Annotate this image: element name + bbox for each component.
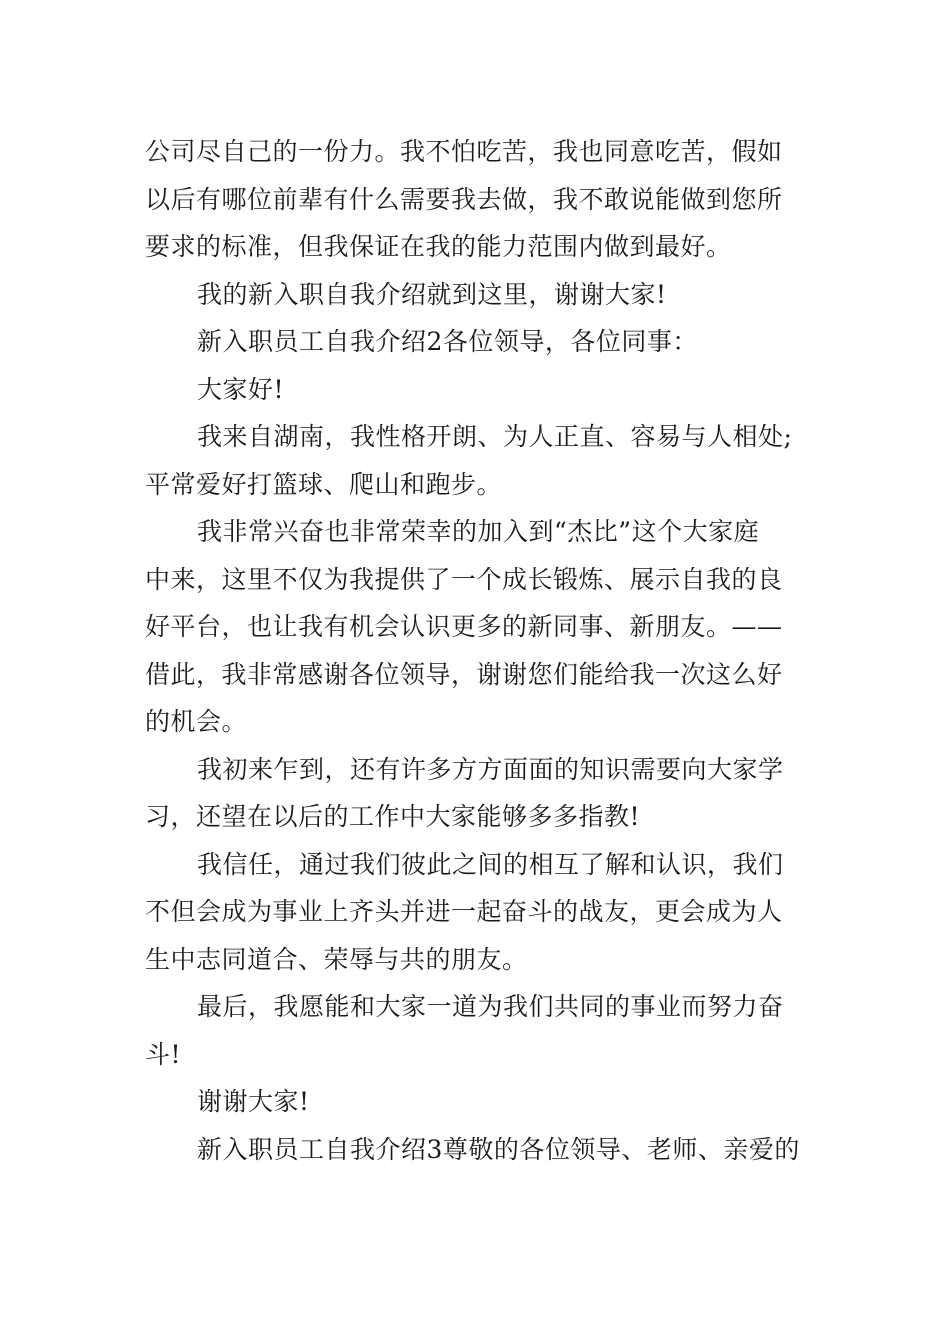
text-line: 生中志同道合、荣辱与共的朋友。 [145, 944, 528, 974]
section-heading-line: 新入职员工自我介绍2各位领导，各位同事： [197, 327, 698, 356]
text-line: 我信任，通过我们彼此之间的相互了解和认识，我们 [197, 849, 784, 879]
text-line: 平常爱好打篮球、爬山和跑步。 [145, 469, 503, 499]
text-line: 的机会。 [145, 707, 248, 736]
text-line: 借此，我非常感谢各位领导，谢谢您们能给我一次这么好 [145, 659, 783, 689]
text-line: 公司尽自己的一份力。我不怕吃苦，我也同意吃苦，假如 [145, 137, 783, 166]
text-line: 以后有哪位前辈有什么需要我去做，我不敢说能做到您所 [145, 184, 783, 214]
section-heading-line: 新入职员工自我介绍3尊敬的各位领导、老师、亲爱的 [197, 1134, 800, 1164]
text-line: 最后，我愿能和大家一道为我们共同的事业而努力奋 [197, 992, 784, 1021]
text-line: 谢谢大家! [197, 1087, 310, 1116]
text-line: 斗! [145, 1039, 182, 1069]
text-line: 习，还望在以后的工作中大家能够多多指教! [145, 802, 641, 831]
body-text [145, 128, 810, 1173]
text-line: 我初来乍到，还有许多方方面面的知识需要向大家学 [197, 754, 784, 784]
text-line: 好平台，也让我有机会认识更多的新同事、新朋友。—— [145, 612, 783, 641]
text-line: 不但会成为事业上齐头并进一起奋斗的战友，更会成为人 [145, 897, 783, 926]
greeting-line: 大家好! [197, 374, 285, 404]
text-line: 要求的标准，但我保证在我的能力范围内做到最好。 [145, 232, 732, 261]
text-line: 我的新入职自我介绍就到这里，谢谢大家! [197, 279, 667, 309]
text-line: 我非常兴奋也非常荣幸的加入到“杰比”这个大家庭 [197, 517, 760, 546]
text-line: 中来，这里不仅为我提供了一个成长锻炼、展示自我的良 [145, 564, 783, 594]
text-line: 我来自湖南，我性格开朗、为人正直、容易与人相处; [197, 422, 793, 451]
